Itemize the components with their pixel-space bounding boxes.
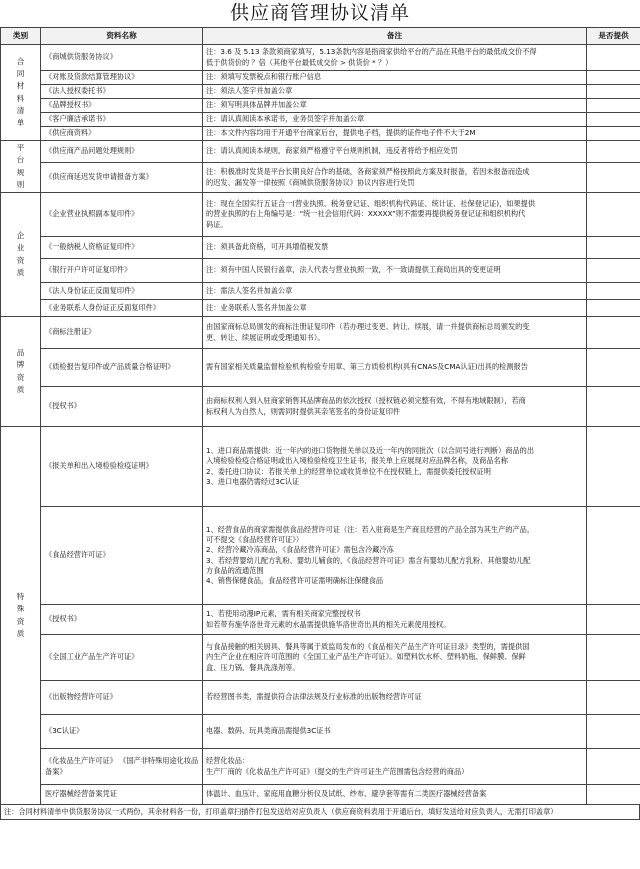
table-row: [1, 317, 640, 349]
document-note: [203, 45, 587, 71]
document-name: 《法人授权委托书》: [41, 85, 203, 99]
note-line: 注：本文件内容均用于开通平台商家后台，提供电子档，提供的证件电子件不大于2M: [206, 128, 476, 138]
document-note: [203, 635, 587, 681]
table-row: [1, 141, 640, 163]
table-row: [1, 605, 640, 635]
document-name: 《商城供货服务协议》: [41, 45, 203, 71]
note-line: 注：3.6 及 5.13 条款须商家填写，5.13条款内容是指商家供给平台的产品在其他平台的最低成交价不得: [206, 47, 537, 57]
note-line: 体温计、血压计、家庭用血糖分析仪及试纸、纱布、避孕套等需有二类医疗器械经营备案: [206, 789, 487, 799]
note-line: 更、转让、续展证明或受理通知书）。: [206, 332, 325, 342]
table-header-row: [1, 28, 640, 45]
required-cell[interactable]: [587, 317, 640, 349]
required-cell[interactable]: [587, 193, 640, 237]
document-note: [203, 141, 587, 163]
note-line: 注：须填写发票税点和银行账户信息: [206, 72, 322, 82]
footnote: 注：合同材料清单中供货服务协议一式两份，其余材料各一份，打印盖章扫描件打包发送给对应负责人（供应商资料表用于开通后台，填好发送给对应负责人，无需打印盖章）: [0, 805, 640, 820]
document-name: 《品牌授权书》: [41, 99, 203, 113]
required-cell[interactable]: [587, 349, 640, 387]
header-name: 资料名称: [41, 28, 203, 45]
header-required: 是否提供: [587, 28, 640, 45]
table-row: [1, 507, 640, 605]
note-line: 注：须有中国人民银行盖章，法人代表与营业执照一致，不一致请提供工商局出具的变更证明: [206, 265, 501, 275]
document-note: [203, 681, 587, 715]
header-note: 备注: [203, 28, 587, 45]
required-cell[interactable]: [587, 715, 640, 749]
document-name: 《出版物经营许可证》: [41, 681, 203, 715]
document-note: [203, 715, 587, 749]
document-name: 《企业营业执照副本复印件》: [41, 193, 203, 237]
note-line: 盒、压力锅、餐具洗涤剂等。: [206, 662, 300, 672]
note-line: 生产厂商的《化妆品生产许可证》（提交的生产许可证生产范围需包含经营的商品）: [206, 766, 469, 776]
table-row: [1, 387, 640, 427]
note-line: 注：须具备此资格，可开具增值税发票: [206, 242, 329, 252]
required-cell[interactable]: [587, 605, 640, 635]
required-cell[interactable]: [587, 785, 640, 805]
required-cell[interactable]: [587, 259, 640, 283]
category-label: 品 牌 资 质: [16, 348, 25, 394]
document-name: 《全国工业产品生产许可证》: [41, 635, 203, 681]
category-cell: [1, 317, 41, 427]
document-name: 《化妆品生产许可证》 《国产非特殊用途化妆品备案》: [41, 749, 203, 785]
table-row: [1, 427, 640, 507]
required-cell[interactable]: [587, 163, 640, 193]
table-row: [1, 193, 640, 237]
category-label: 合 同 材 料 清 单: [16, 57, 25, 127]
category-label: 特 殊 资 质: [16, 592, 25, 638]
document-note: [203, 749, 587, 785]
table-row: [1, 635, 640, 681]
table-body: [1, 45, 640, 805]
document-note: [203, 259, 587, 283]
note-line: 方食品的流通范围: [206, 565, 264, 575]
document-note: [203, 605, 587, 635]
document-name: 《商标注册证》: [41, 317, 203, 349]
document-note: [203, 113, 587, 127]
note-line: 的迟发、漏发等一律按照《商城供货服务协议》协议内容进行处罚: [206, 177, 415, 187]
required-cell[interactable]: [587, 749, 640, 785]
required-cell[interactable]: [587, 681, 640, 715]
note-line: 注：业务联系人签名并加盖公章: [206, 302, 307, 312]
required-cell[interactable]: [587, 99, 640, 113]
note-line: 可不提交《食品经营许可证》）: [206, 535, 304, 545]
document-note: [203, 193, 587, 237]
document-name: 《银行开户许可证复印件》: [41, 259, 203, 283]
note-line: 注：请认真阅读本承诺书，业务员签字并加盖公章: [206, 114, 365, 124]
note-line: 内生产企业在相应许可范围的《全国工业产品生产许可证》。如塑料饮水杯、塑料奶瓶、保鲜膜、保鲜: [206, 652, 526, 662]
table-row: [1, 237, 640, 259]
table-row: [1, 749, 640, 785]
document-title: 供应商管理协议清单: [229, 2, 410, 24]
note-line: 注：须法人签字并加盖公章: [206, 86, 293, 96]
table-row: [1, 259, 640, 283]
required-cell[interactable]: [587, 427, 640, 507]
document-name: 《业务联系人身份证正反面复印件》: [41, 300, 203, 317]
note-line: 注：须写明具体品牌并加盖公章: [206, 100, 307, 110]
required-cell[interactable]: [587, 71, 640, 85]
document-note: [203, 785, 587, 805]
table-row: [1, 715, 640, 749]
required-cell[interactable]: [587, 237, 640, 259]
document-name: 《3C认证》: [41, 715, 203, 749]
document-name: 《食品经营许可证》: [41, 507, 203, 605]
document-note: [203, 163, 587, 193]
document-note: [203, 99, 587, 113]
note-line: 3、若经营婴幼儿配方乳粉、婴幼儿辅食的，《食品经营许可证》需含有婴幼儿配方乳粉、其他婴幼儿配: [206, 555, 531, 565]
note-line: 需有国家相关质量监督检验机构检验专用章、第三方质检机构(具有CNAS及CMA认证)出具的检测报告: [206, 362, 528, 372]
required-cell[interactable]: [587, 283, 640, 300]
note-line: 注：需法人签名并加盖公章: [206, 285, 293, 295]
header-category: 类别: [1, 28, 41, 45]
note-line: 低于供货价的 ？倍（其他平台最低成交价 > 供货价 * ？）: [206, 57, 393, 67]
note-line: 如若带有施华洛世奇元素的水晶需提供施华洛世奇出具的相关元素使用授权。: [206, 619, 451, 629]
document-note: [203, 85, 587, 99]
table-row: [1, 283, 640, 300]
table-row: [1, 127, 640, 141]
required-cell[interactable]: [587, 387, 640, 427]
note-line: 3、进口电器仍需经过3C认证: [206, 476, 300, 486]
document-name: 《报关单和出入境检验检疫证明》: [41, 427, 203, 507]
table-row: [1, 681, 640, 715]
document-note: [203, 71, 587, 85]
note-line: 经营化妆品：: [206, 756, 250, 766]
table-row: [1, 85, 640, 99]
checklist-table: [0, 27, 640, 805]
required-cell[interactable]: [587, 141, 640, 163]
category-cell: [1, 193, 41, 317]
note-line: 由国家商标总局颁发的商标注册证复印件（若办理过变更、转让、续展，请一并提供商标总局颁发的变: [206, 322, 530, 332]
category-cell: [1, 427, 41, 805]
required-cell[interactable]: [587, 113, 640, 127]
required-cell[interactable]: [587, 300, 640, 317]
document-note: [203, 127, 587, 141]
table-row: [1, 71, 640, 85]
note-line: 由商标权利人到入驻商家销售其品牌商品的依次授权（授权链必须完整有效，不得有地域限制），若商: [206, 396, 526, 406]
note-line: 1、经营食品的商家需提供食品经营许可证（注：若入驻商是生产商且经营的产品全部为其生产的产品，: [206, 525, 535, 535]
document-note: [203, 237, 587, 259]
document-name: 《供应商资料》: [41, 127, 203, 141]
note-line: 的营业执照的右上角编号是：“统一社会信用代码：XXXXX”则不需要再提供税务登记证和组织机构代: [206, 209, 526, 219]
document-note: [203, 349, 587, 387]
required-cell[interactable]: [587, 85, 640, 99]
required-cell[interactable]: [587, 45, 640, 71]
required-cell[interactable]: [587, 635, 640, 681]
document-note: [203, 387, 587, 427]
document-note: [203, 317, 587, 349]
required-cell[interactable]: [587, 507, 640, 605]
document-name: 《法人身份证正反面复印件》: [41, 283, 203, 300]
required-cell[interactable]: [587, 127, 640, 141]
table-row: [1, 45, 640, 71]
document-name: 医疗器械经营备案凭证: [41, 785, 203, 805]
document-name: 《客户廉洁承诺书》: [41, 113, 203, 127]
table-row: [1, 300, 640, 317]
note-line: 电器、数码、玩具类商品需提供3C证书: [206, 726, 331, 736]
note-line: 2、经营冷藏冷冻商品，《食品经营许可证》需包含冷藏冷冻: [206, 545, 394, 555]
note-line: 入境检验检疫合格证明或出入境检验检疫卫生证书，报关单上应展现对应品牌名称，及商品名称: [206, 456, 508, 466]
table-row: [1, 163, 640, 193]
note-line: 注：请认真阅读本规则，商家须严格遵守平台规则机制，违反者将给予相应处罚: [206, 146, 458, 156]
document-note: [203, 427, 587, 507]
document-note: [203, 507, 587, 605]
category-label: 平 台 规 则: [16, 143, 25, 189]
note-line: 注：积极准时发货是平台长期良好合作的基础，各商家须严格按照此方案及时报备，若因未报备而造成: [206, 167, 530, 177]
note-line: 4、销售保健食品，食品经营许可证需明确标注保健食品: [206, 575, 384, 585]
document-note: [203, 283, 587, 300]
note-line: 与食品接触的相关厨具、餐具等属于质监局发布的《食品相关产品生产许可证目录》类型的，需提供国: [206, 642, 530, 652]
table-row: [1, 349, 640, 387]
document-name: 《一般纳税人资格证复印件》: [41, 237, 203, 259]
document-name: 《授权书》: [41, 387, 203, 427]
document-name: 《质检报告复印件或产品质量合格证明》: [41, 349, 203, 387]
document-note: [203, 300, 587, 317]
table-row: [1, 785, 640, 805]
category-label: 企 业 资 质: [16, 231, 25, 277]
document-name: 《供应商延迟发货申请报备方案》: [41, 163, 203, 193]
document-name: 《供应商产品问题处理规则》: [41, 141, 203, 163]
category-cell: [1, 141, 41, 193]
note-line: 2、委托进口协议：若报关单上的经营单位或收货单位不在授权链上，需提供委托授权证明: [206, 466, 491, 476]
note-line: 1、进口商品需提供：近一年内的进口货物报关单以及近一年内的同批次（以合同号进行判断）商品的出: [206, 446, 535, 456]
note-line: 标权利人为自然人，则需同时提供其亲笔签名的身份证复印件: [206, 406, 401, 416]
table-row: [1, 113, 640, 127]
table-row: [1, 99, 640, 113]
note-line: 注：现在全国实行五证合一(营业执照、税务登记证、组织机构代码证、统计证、社保登记证)，如果提供: [206, 199, 536, 209]
category-cell: [1, 45, 41, 141]
document-name: 《授权书》: [41, 605, 203, 635]
note-line: 若经营图书类，需提供符合法律法规及行业标准的出版物经营许可证: [206, 692, 422, 702]
document-name: 《对账及货款结算管理协议》: [41, 71, 203, 85]
note-line: 1、若使用动漫IP元素，需有相关商家完整授权书: [206, 609, 361, 619]
note-line: 码证。: [206, 219, 228, 229]
